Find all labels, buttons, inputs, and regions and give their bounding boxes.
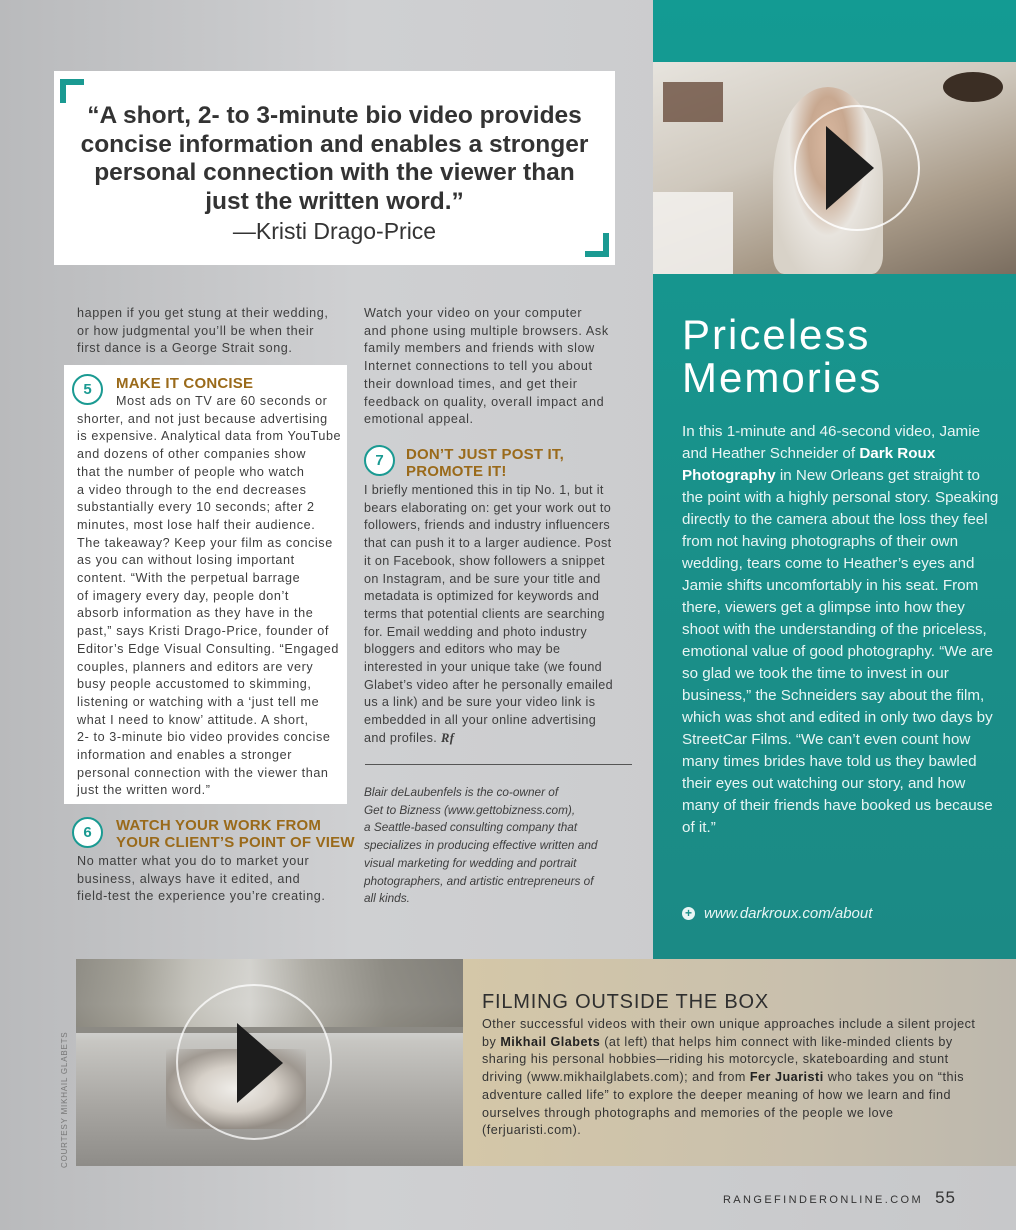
sidebar-link[interactable]	[682, 905, 872, 922]
filming-box-title: FILMING OUTSIDE THE BOX	[482, 991, 769, 1013]
text-line: Most ads on TV are 60 seconds or	[116, 394, 328, 408]
quote-bracket-bottom-right	[585, 233, 609, 257]
sidebar-link-url[interactable]: www.darkroux.com/about	[704, 905, 873, 922]
box-bold: Fer Juaristi	[749, 1070, 824, 1085]
text-line: 2- to 3-minute bio video provides concise	[77, 730, 331, 745]
end-mark-logo: Rf	[441, 730, 455, 745]
text-line: for. Email wedding and photo industry	[364, 624, 587, 639]
text-line: specializes in producing effective written and	[364, 838, 598, 853]
text-line: that the number of people who watch	[77, 464, 305, 479]
photo-credit: COURTESY MIKHAIL GLABETS	[60, 1031, 69, 1168]
heading-line: PROMOTE IT!	[406, 463, 507, 480]
text-line: shorter, and not just because advertising	[77, 411, 328, 426]
pull-quote-text	[54, 102, 615, 216]
quote-bracket-top-left	[60, 79, 84, 103]
sidebar-title	[682, 313, 882, 399]
text-line: family members and friends with slow	[364, 341, 595, 356]
tip-6-number: 6	[72, 817, 103, 848]
box-bold: Mikhail Glabets	[500, 1034, 601, 1049]
tip-6-body	[77, 853, 349, 906]
lamp-shape	[943, 72, 1003, 102]
text-line: or how judgmental you’ll be when their	[77, 323, 315, 338]
heading-line: DON’T JUST POST IT,	[406, 446, 564, 463]
sidebar-body-bold: Dark Roux Photography	[682, 445, 936, 484]
pull-quote-line: personal connection with the viewer than	[94, 159, 575, 186]
pull-quote-line: just the written word.”	[205, 187, 464, 215]
text-line: it on Facebook, show followers a snippet	[364, 553, 605, 568]
text-line: us a link) and be sure your video link is	[364, 695, 596, 710]
text-line: metadata is optimized for keywords and	[364, 589, 600, 604]
chair-shape	[653, 192, 733, 274]
text-line: feedback on quality, overall impact and	[364, 394, 605, 409]
text-line: on Instagram, and be sure your title and	[364, 571, 601, 586]
text-line: Blair deLaubenfels is the co-owner of	[364, 785, 559, 799]
heading-line: YOUR CLIENT’S POINT OF VIEW	[116, 834, 355, 851]
text-line: interested in your unique take (we found	[364, 660, 603, 675]
box-text: Other successful videos with their own unique approaches include a silent project by	[482, 1017, 976, 1049]
pull-quote-attribution: —Kristi Drago-Price	[232, 218, 437, 244]
text-line: just the written word.”	[77, 783, 211, 798]
text-line: Internet connections to tell you about	[364, 359, 593, 374]
text-line: emotional appeal.	[364, 412, 474, 427]
text-line: that can push it to a larger audience. Post	[364, 536, 612, 551]
text-line: what I need to know’ attitude. A short,	[77, 712, 309, 727]
text-line: past,” says Kristi Drago-Price, founder of	[77, 624, 329, 639]
text-line	[364, 730, 636, 748]
pull-quote	[54, 71, 615, 265]
author-bio	[364, 784, 629, 908]
tip-7-body	[364, 482, 636, 748]
pull-quote-line: “A short, 2- to 3-minute bio video provides	[87, 102, 582, 129]
text-line: visual marketing for wedding and portrait	[364, 855, 577, 870]
text-line: and phone using multiple browsers. Ask	[364, 323, 609, 338]
text-line: embedded in all your online advertising	[364, 713, 597, 728]
text-line-content: and profiles.	[364, 730, 438, 745]
text-line: Watch your video on your computer	[364, 306, 583, 320]
footer-site: RANGEFINDERONLINE.COM	[722, 1194, 924, 1206]
text-line: terms that potential clients are searching	[364, 606, 605, 621]
sidebar-title-line: Priceless	[682, 311, 871, 358]
text-line: Editor’s Edge Visual Consulting. “Engaged	[77, 641, 339, 656]
text-line: a video through to the end decreases	[77, 482, 307, 497]
column-1-intro	[77, 305, 347, 358]
text-line: Glabet’s video after he personally emailed	[364, 677, 613, 692]
tip-5-heading: MAKE IT CONCISE	[116, 375, 254, 392]
tip-5-body	[77, 393, 349, 800]
text-line: No matter what you do to market your	[77, 854, 310, 868]
pull-quote-line: concise information and enables a stronger	[80, 130, 589, 158]
text-line: absorb information as they have in the	[77, 606, 314, 621]
text-line: their download times, and get their	[364, 376, 578, 391]
play-icon[interactable]	[237, 1023, 283, 1103]
sidebar-body-text: in New Orleans get straight to the point with a highly personal story. Speaking directly to the camera about the loss they feel from not having photographs of their own wedding, tears come to Heather’s eyes and Jamie shifts uncomfortably in his seat. From there, viewers get a glimpse into how they shoot with the understanding of the priceless, emotional value of good photography. “We are so glad we took the time to invest in our business,” the Schneiders say about the film, which was shot and edited in only two days by StreetCar Films. “We can’t even count how many times brides have told us they bawled their eyes out watching our story, and how many of their friends have booked us because of it.”	[682, 467, 999, 836]
box-text: (at left) that helps him connect with like-minded clients by sharing his personal hobbies—riding his motorcycle, skateboarding and stunt driving (www.mikhailglabets.com); and from	[482, 1034, 953, 1085]
text-line: Get to Bizness (www.gettobizness.com),	[364, 802, 576, 817]
divider-line	[365, 764, 632, 765]
page-number: 55	[935, 1188, 956, 1207]
sidebar-body	[682, 421, 1002, 839]
text-line: couples, planners and editors are very	[77, 659, 314, 674]
tip-7-number: 7	[364, 445, 395, 476]
tip-6-heading	[116, 817, 355, 851]
tip-5-number: 5	[72, 374, 103, 405]
video-thumbnail-dark-roux[interactable]	[653, 62, 1016, 274]
text-line: all kinds.	[364, 891, 410, 906]
wall-art-shape	[663, 82, 723, 122]
text-line: content. “With the perpetual barrage	[77, 571, 301, 586]
text-line: The takeaway? Keep your film as concise	[77, 535, 333, 550]
text-line: of imagery every day, people don’t	[77, 588, 289, 603]
text-line: busy people accustomed to skimming,	[77, 677, 312, 692]
page-footer	[723, 1188, 956, 1208]
text-line: a Seattle-based consulting company that	[364, 820, 578, 835]
sidebar-body-text: In this 1-minute and 46-second video, Jamie and Heather Schneider of	[682, 423, 981, 462]
text-line: field-test the experience you’re creating.	[77, 889, 326, 904]
text-line: minutes, most lose half their audience.	[77, 517, 316, 532]
play-icon[interactable]	[826, 126, 874, 210]
text-line: listening or watching with a ‘just tell me	[77, 694, 320, 709]
tip-7-heading	[406, 446, 564, 480]
text-line: bears elaborating on: get your work out to	[364, 500, 612, 515]
text-line: is expensive. Analytical data from YouTube	[77, 429, 342, 444]
sidebar-title-line: Memories	[682, 354, 883, 401]
plus-circle-icon: +	[682, 907, 695, 920]
text-line: business, always have it edited, and	[77, 871, 301, 886]
text-line: I briefly mentioned this in tip No. 1, but it	[364, 483, 604, 497]
text-line: personal connection with the viewer than	[77, 765, 329, 780]
text-line: happen if you get stung at their wedding,	[77, 306, 329, 320]
text-line: first dance is a George Strait song.	[77, 341, 293, 356]
video-thumbnail-glabets[interactable]	[76, 959, 463, 1166]
text-line: followers, friends and industry influencers	[364, 518, 611, 533]
heading-line: WATCH YOUR WORK FROM	[116, 817, 322, 834]
text-line: information and enables a stronger	[77, 748, 293, 763]
text-line: and dozens of other companies show	[77, 447, 307, 462]
filming-box-body	[482, 1016, 982, 1140]
text-line: bloggers and editors who may be	[364, 642, 561, 657]
text-line: as you can without losing important	[77, 553, 295, 568]
column-2-intro	[364, 305, 636, 429]
text-line: photographers, and artistic entrepreneurs of	[364, 873, 594, 888]
text-line: substantially every 10 seconds; after 2	[77, 500, 315, 515]
box-text: who takes you on “this adventure called life” to explore the deeper meaning of how we learn and find ourselves through photographs and memories of the people we love (ferjuaristi.com).	[482, 1070, 965, 1138]
